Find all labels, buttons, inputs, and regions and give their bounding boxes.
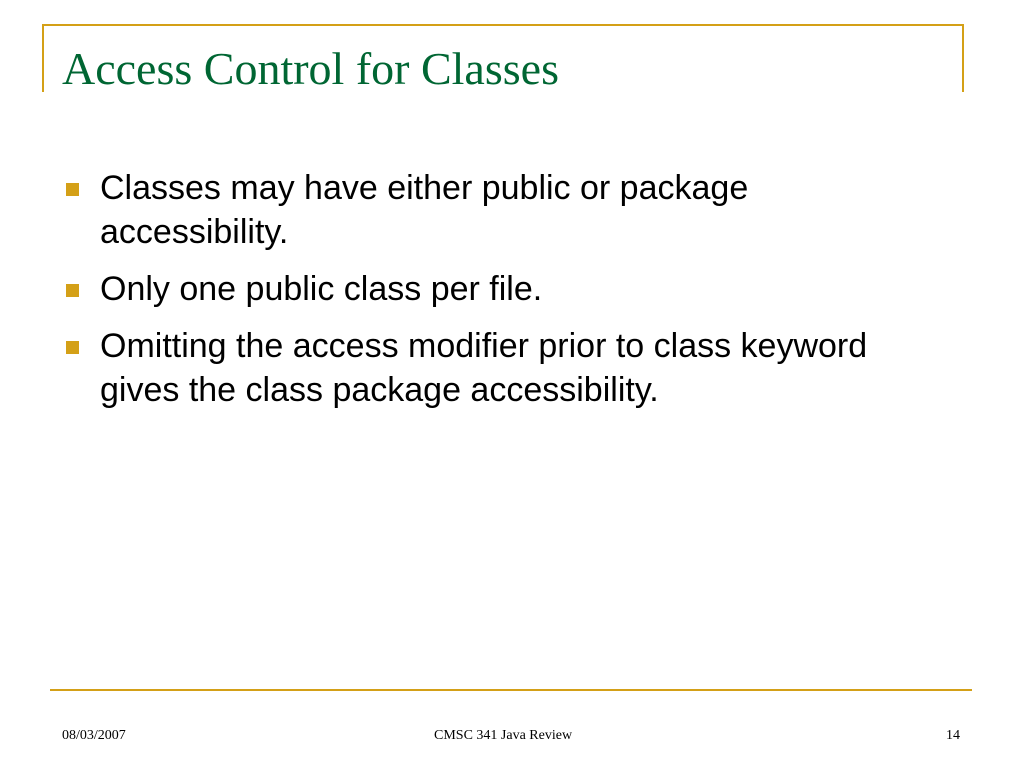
- footer-page-number: 14: [946, 728, 960, 743]
- square-bullet-icon: [66, 341, 79, 354]
- bullet-text: Classes may have either public or package accessibility.: [100, 169, 749, 251]
- footer-rule: [50, 689, 972, 691]
- bullet-list: [62, 166, 942, 425]
- square-bullet-icon: [66, 284, 79, 297]
- bullet-item: [62, 267, 942, 311]
- slide-title: Access Control for Classes: [62, 43, 559, 94]
- bullet-item: [62, 166, 942, 254]
- footer-course-title: CMSC 341 Java Review: [434, 728, 573, 743]
- bullet-text: Omitting the access modifier prior to class keyword gives the class package accessibility.: [100, 327, 868, 409]
- footer-date: 08/03/2007: [62, 728, 126, 743]
- bullet-item: [62, 324, 942, 412]
- square-bullet-icon: [66, 183, 79, 196]
- title-frame-left-rule: [42, 24, 44, 92]
- title-frame-top-rule: [42, 24, 964, 26]
- title-frame-right-rule: [962, 24, 964, 92]
- bullet-text: Only one public class per file.: [100, 270, 543, 308]
